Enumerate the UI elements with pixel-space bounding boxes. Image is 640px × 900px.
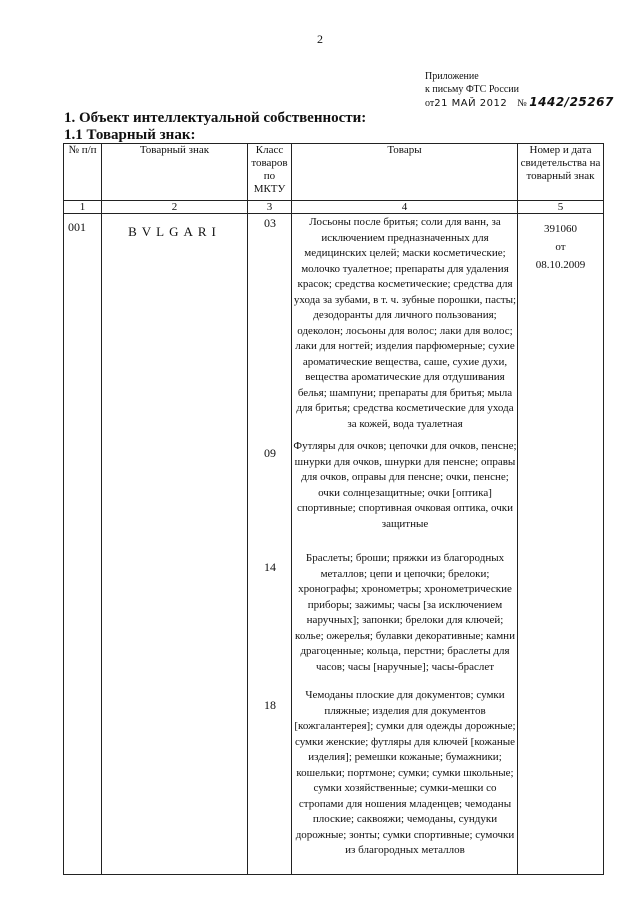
appendix-line2: к письму ФТС России xyxy=(425,84,519,95)
class-cell xyxy=(248,214,292,875)
goods-class-09: Футляры для очков; цепочки для очков, пенсне; шнурки для очков, шнурки для пенсне; оправы для очков, оправы для пенсне; очки, пенсне; очки солнцезащитные; очки [оптика] спортивные; спортивная очковая оптика, очки защитные xyxy=(293,440,517,530)
header-mark: Товарный знак xyxy=(102,144,248,201)
class-14: 14 xyxy=(264,560,276,574)
appendix-block xyxy=(425,70,614,110)
class-09: 09 xyxy=(264,446,276,460)
row-number: 001 xyxy=(64,214,102,875)
index-5: 5 xyxy=(518,201,604,214)
table-header-row xyxy=(64,144,604,201)
certificate-number: 391060 xyxy=(544,223,577,235)
date-value: 21 МАЙ 2012 xyxy=(434,98,508,109)
certificate-date: 08.10.2009 xyxy=(535,259,586,271)
index-2: 2 xyxy=(102,201,248,214)
letter-number: 1442/25267 xyxy=(529,95,614,109)
number-prefix: № xyxy=(517,98,527,109)
table-index-row xyxy=(64,201,604,214)
header-goods: Товары xyxy=(292,144,518,201)
page-number: 2 xyxy=(317,32,323,46)
certificate-cell xyxy=(518,214,604,875)
goods-class-03: Лосьоны после бритья; соли для ванн, за исключением предназначенных для медицинских целей; маски косметические; молочко туалетное; препараты для удаления красок; средства косметические; средства для ухода за зубами, в т. ч. зубные порошки, пасты; дезодоранты для личного пользования; одеколон; лосьоны для волос; лаки для волос; лаки для ногтей; изделия парфюмерные; сухие ароматические вещества, саше, сухие духи, вещества ароматические для отдушивания белья; шампуни; препараты для бритья; мыла для бритья; средства косметические для ухода за кожей, вода туалетная xyxy=(293,216,517,430)
goods-class-18: Чемоданы плоские для документов; сумки пляжные; изделия для документов [кожгалантерея]; сумки для одежды дорожные; сумки женские; футляры для ключей [кожаные изделия]; ремешки кожаные; бумажники; кошельки; портмоне; сумки; сумки школьные; сумки хозяйственные; сумки-мешки со стропами для ношения младенцев; чемоданы плоские; саквояжи; чемоданы, сундуки дорожные; зонты; сумки спортивные; сумочки из благородных металлов xyxy=(294,689,516,856)
header-number: № п/п xyxy=(64,144,102,201)
index-1: 1 xyxy=(64,201,102,214)
index-4: 4 xyxy=(292,201,518,214)
trademark-name: BVLGARI xyxy=(102,214,248,875)
class-18: 18 xyxy=(264,698,276,712)
appendix-line1: Приложение xyxy=(425,71,479,82)
date-prefix: от xyxy=(425,98,435,109)
subsection-heading: 1.1 Товарный знак: xyxy=(64,127,196,143)
trademark-table xyxy=(63,143,604,875)
header-certificate: Номер и дата свидетельства на товарный знак xyxy=(518,144,604,201)
section-heading: 1. Объект интеллектуальной собственности: xyxy=(64,110,367,126)
table-row xyxy=(64,214,604,875)
goods-cell xyxy=(292,214,518,875)
header-class: Класс товаров по МКТУ xyxy=(248,144,292,201)
appendix-date-line xyxy=(425,96,614,110)
class-03: 03 xyxy=(264,216,276,230)
certificate-from: от xyxy=(555,241,566,253)
index-3: 3 xyxy=(248,201,292,214)
goods-class-14: Браслеты; броши; пряжки из благородных металлов; цепи и цепочки; брелоки; хронографы; хронометры; хронометрические приборы; зажимы; часы [за исключением наручных]; запонки; брелоки для ключей; колье; ожерелья; булавки декоративные; камни драгоценные; кольца, перстни; браслеты для часов; часы [наручные]; часы-браслет xyxy=(295,552,515,673)
